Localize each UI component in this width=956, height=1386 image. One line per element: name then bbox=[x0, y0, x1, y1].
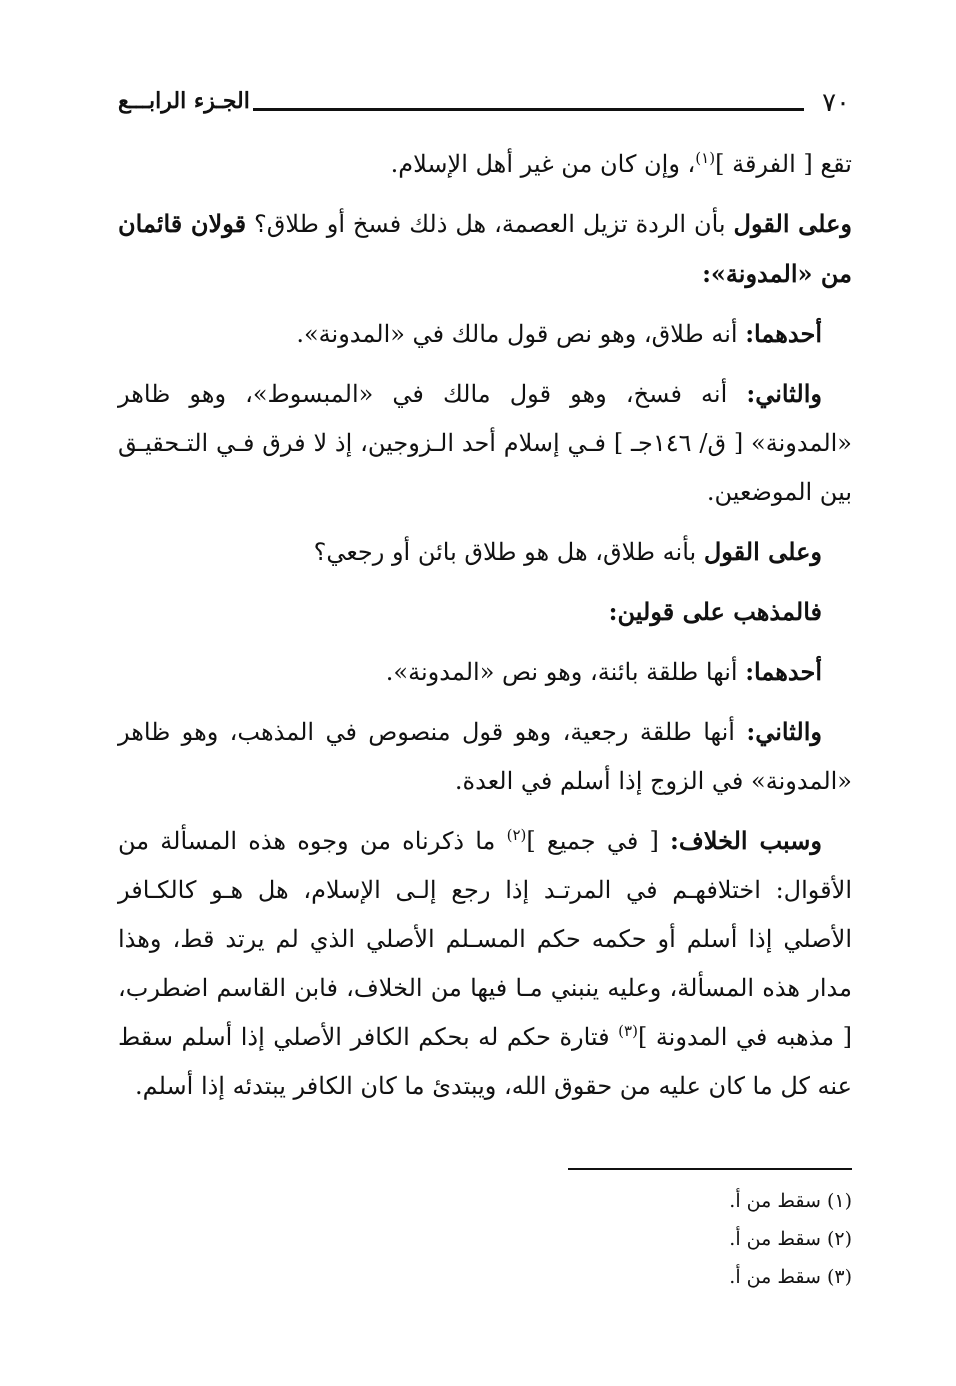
footnote-ref: (٢) bbox=[506, 826, 527, 844]
paragraph-2 bbox=[118, 199, 852, 299]
footnote-ref: (١) bbox=[695, 149, 716, 167]
paragraph-text: تقع [ الفرقة ] bbox=[715, 150, 852, 178]
paragraph-lead: والثاني: bbox=[746, 717, 822, 746]
main-text bbox=[118, 140, 852, 1121]
paragraph-9 bbox=[118, 816, 852, 1111]
running-title: الجـزء الرابـــع bbox=[118, 88, 250, 114]
paragraph-7 bbox=[118, 647, 852, 697]
footnote-item: (٢) سقط من أ. bbox=[729, 1228, 852, 1250]
paragraph-lead: فالمذهب على قولين: bbox=[608, 597, 822, 626]
footnotes bbox=[452, 1182, 852, 1296]
paragraph-3 bbox=[118, 309, 852, 359]
paragraph-text: أنه طلاق، وهو نص قول مالك في «المدونة». bbox=[296, 320, 746, 348]
page-number: ٧٠ bbox=[822, 88, 850, 118]
paragraph-text: ، وإن كان من غير أهل الإسلام. bbox=[390, 150, 696, 178]
paragraph-lead: أحدهما: bbox=[745, 657, 822, 686]
paragraph-text: أنه فسخ، وهو قول مالك في «المبسوط»، وهو ظاهر «المدونة» [ ق/ ١٤٦جـ ] فـي إسلام أحد الـزوجين، إذ لا فرق فـي التـحقيـق بين الموضعين. bbox=[118, 380, 852, 506]
paragraph-lead: وعلى القول bbox=[703, 537, 822, 566]
paragraph-4 bbox=[118, 369, 852, 517]
paragraph-lead: وعلى القول bbox=[733, 209, 852, 238]
paragraph-8 bbox=[118, 707, 852, 806]
footnote-item: (٣) سقط من أ. bbox=[729, 1266, 852, 1288]
paragraph-lead: أحدهما: bbox=[745, 319, 822, 348]
paragraph-5 bbox=[118, 527, 852, 577]
header-rule bbox=[253, 108, 804, 111]
footnote-rule bbox=[568, 1168, 852, 1170]
page-header bbox=[118, 86, 850, 122]
paragraph-bold-tail: قولان قائمان من «المدونة»: bbox=[118, 209, 852, 288]
paragraph-text: أنها طلقة رجعية، وهو قول منصوص في المذهب، وهو ظاهر «المدونة» في الزوج إذا أسلم في العدة. bbox=[118, 718, 852, 795]
paragraph-1 bbox=[118, 140, 852, 189]
paragraph-text: [ في جميع ] bbox=[526, 827, 671, 855]
paragraph-text: فتارة حكم له بحكم الكافر الأصلي إذا أسلم سقط عنه كل ما كان عليه من حقوق الله، ويبتدئ ما كان الكافر يبتدئه إذا أسلم. bbox=[118, 1023, 852, 1100]
paragraph-lead: وسبب الخلاف: bbox=[670, 826, 822, 855]
paragraph-text: أنها طلقة بائنة، وهو نص «المدونة». bbox=[385, 658, 746, 686]
paragraph-text: ما ذكرناه من وجوه هذه المسألة من الأقوال: اختلافهـم في المرتـد إذا رجع إلـى الإسلام، هل هـو كالكـافر الأصلي إذا أسلم أو حكمه حكم المسـلم الأصلي الذي لم يرتد قط، وهذا مدار هذه المسألة، وعليه ينبني مـا فيها من الخلاف، فابن القاسم اضطرب، [ مذهبه في المدونة ] bbox=[118, 827, 853, 1051]
paragraph-lead: والثاني: bbox=[746, 379, 822, 408]
footnote-item: (١) سقط من أ. bbox=[729, 1190, 852, 1212]
footnote-ref: (٣) bbox=[618, 1022, 638, 1040]
paragraph-text: بأن الردة تزيل العصمة، هل ذلك فسخ أو طلاق؟ bbox=[246, 210, 734, 238]
paragraph-6 bbox=[118, 587, 852, 637]
paragraph-text: بأنه طلاق، هل هو طلاق بائن أو رجعي؟ bbox=[313, 538, 704, 566]
